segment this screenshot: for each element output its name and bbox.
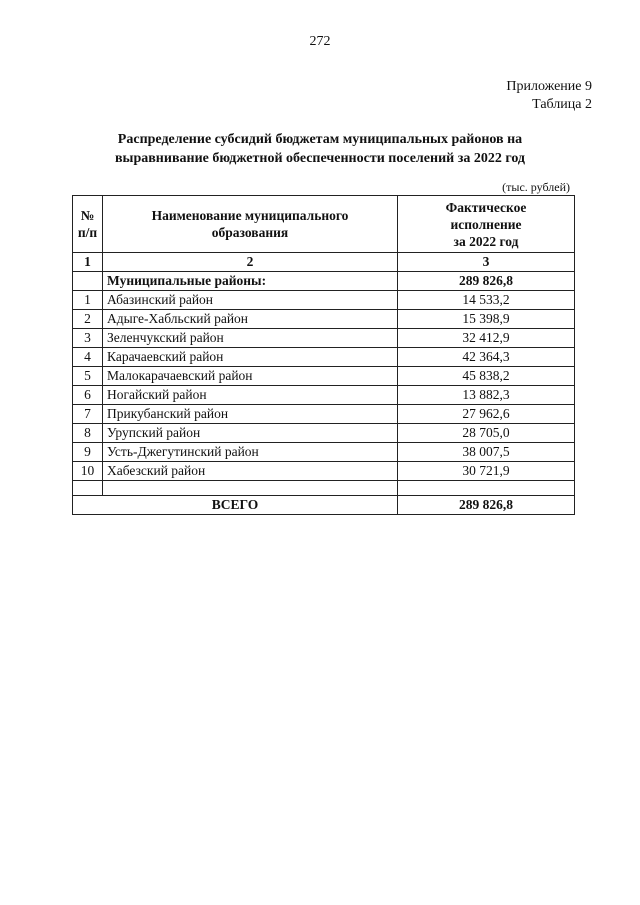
header-value: [398, 196, 575, 253]
row-number: 6: [73, 386, 103, 405]
total-label: ВСЕГО: [73, 496, 398, 515]
row-number: 7: [73, 405, 103, 424]
page-number: 272: [309, 34, 331, 49]
table-row: [73, 367, 575, 386]
row-name: Хабезский район: [103, 462, 398, 481]
row-number: 3: [73, 329, 103, 348]
document-title: [60, 130, 580, 168]
row-name: Урупский район: [103, 424, 398, 443]
subtotal-row: [73, 272, 575, 291]
column-number-row: [73, 253, 575, 272]
row-number: 8: [73, 424, 103, 443]
row-value: 14 533,2: [398, 291, 575, 310]
header-name-line1: Наименование муниципального: [151, 208, 349, 223]
row-name: Зеленчукский район: [103, 329, 398, 348]
table-row: [73, 386, 575, 405]
title-line-2: выравнивание бюджетной обеспеченности поселений за 2022 год: [114, 151, 526, 166]
table-header-row: [73, 196, 575, 253]
table-row: [73, 424, 575, 443]
column-number: 2: [103, 253, 398, 272]
column-number: 1: [73, 253, 103, 272]
units-note: (тыс. рублей): [502, 180, 570, 194]
row-value: 28 705,0: [398, 424, 575, 443]
row-number: 9: [73, 443, 103, 462]
table-row: [73, 348, 575, 367]
header-number-line2: п/п: [77, 225, 98, 240]
header-value-line3: за 2022 год: [453, 233, 519, 249]
row-name: Ногайский район: [103, 386, 398, 405]
row-value: 32 412,9: [398, 329, 575, 348]
title-line-1: Распределение субсидий бюджетам муниципальных районов на: [117, 132, 523, 147]
header-number: [73, 196, 103, 253]
row-name: Малокарачаевский район: [103, 367, 398, 386]
row-number: 10: [73, 462, 103, 481]
row-value: 45 838,2: [398, 367, 575, 386]
table-row: [73, 291, 575, 310]
header-name: [103, 196, 398, 253]
row-number: 1: [73, 291, 103, 310]
row-value: 13 882,3: [398, 386, 575, 405]
row-number: 5: [73, 367, 103, 386]
header-value-line2: исполнение: [450, 216, 522, 232]
header-value-line1: Фактическое: [445, 199, 527, 215]
header-name-line2: образования: [211, 225, 289, 240]
appendix-label: [506, 78, 592, 114]
row-name: Адыге-Хабльский район: [103, 310, 398, 329]
blank-row: [73, 481, 575, 496]
subtotal-empty: [73, 272, 103, 291]
header-number-line1: №: [80, 208, 95, 223]
row-name: Карачаевский район: [103, 348, 398, 367]
blank-cell: [73, 481, 103, 496]
row-value: 30 721,9: [398, 462, 575, 481]
row-value: 27 962,6: [398, 405, 575, 424]
row-value: 42 364,3: [398, 348, 575, 367]
table-number: Таблица 2: [532, 97, 592, 112]
table-row: [73, 310, 575, 329]
row-name: Прикубанский район: [103, 405, 398, 424]
row-value: 38 007,5: [398, 443, 575, 462]
table-row: [73, 443, 575, 462]
table-row: [73, 462, 575, 481]
row-name: Абазинский район: [103, 291, 398, 310]
blank-cell: [398, 481, 575, 496]
row-name: Усть-Джегутинский район: [103, 443, 398, 462]
row-number: 2: [73, 310, 103, 329]
subsidy-table: [72, 195, 575, 515]
column-number: 3: [398, 253, 575, 272]
subtotal-label: Муниципальные районы:: [103, 272, 398, 291]
table-row: [73, 405, 575, 424]
total-row: [73, 496, 575, 515]
table-row: [73, 329, 575, 348]
subtotal-value: 289 826,8: [398, 272, 575, 291]
appendix-line: Приложение 9: [506, 79, 592, 94]
total-value: 289 826,8: [398, 496, 575, 515]
blank-cell: [103, 481, 398, 496]
row-value: 15 398,9: [398, 310, 575, 329]
row-number: 4: [73, 348, 103, 367]
